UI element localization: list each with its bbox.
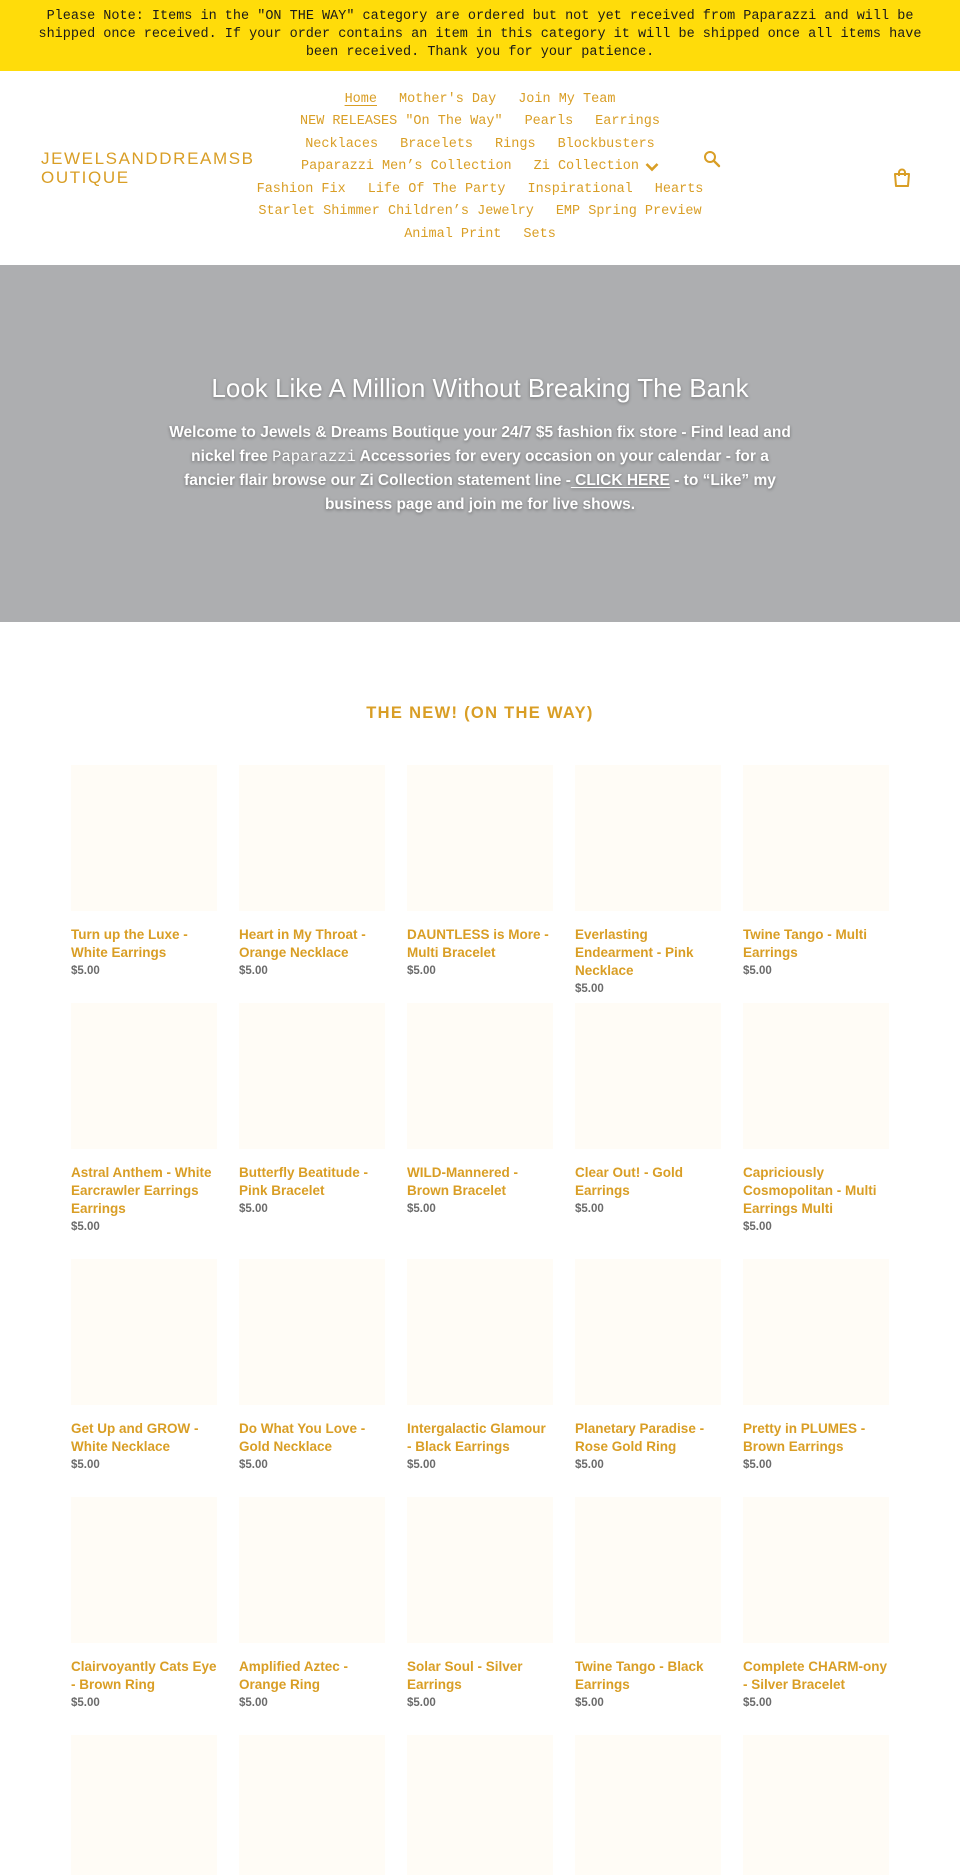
product-image[interactable] — [239, 1497, 385, 1643]
product-title[interactable]: Get Up and GROW - White Necklace — [71, 1421, 199, 1454]
product-price: $5.00 — [71, 1697, 100, 1709]
chevron-down-icon — [645, 162, 659, 172]
product-title[interactable]: Butterfly Beatitude - Pink Bracelet — [239, 1165, 369, 1198]
nav-row — [334, 88, 627, 111]
site-logo[interactable]: JEWELSANDDREAMSBOUTIQUE — [41, 149, 255, 187]
product-card[interactable] — [575, 765, 721, 996]
nav-link[interactable] — [400, 137, 473, 152]
product-price: $5.00 — [743, 1697, 772, 1709]
product-price: $5.00 — [407, 1697, 436, 1709]
product-image[interactable] — [239, 765, 385, 911]
section-title: THE NEW! (ON THE WAY) — [366, 704, 594, 722]
nav-link[interactable] — [558, 137, 655, 152]
product-card[interactable] — [71, 1735, 217, 1875]
product-price: $5.00 — [407, 965, 436, 977]
product-title[interactable]: Complete CHARM-ony - Silver Bracelet — [743, 1659, 887, 1692]
nav-link-label: Hearts — [654, 181, 704, 197]
product-title[interactable]: Solar Soul - Silver Earrings — [407, 1659, 523, 1692]
nav-link[interactable] — [300, 114, 503, 129]
nav-row — [294, 133, 666, 156]
product-image[interactable] — [575, 1259, 721, 1405]
product-card[interactable] — [407, 1003, 553, 1216]
product-price: $5.00 — [407, 1459, 436, 1471]
product-card[interactable] — [71, 1259, 217, 1472]
nav-link-label: Zi Collection — [533, 159, 639, 175]
nav-link-label: Rings — [495, 136, 536, 152]
nav-link-label: Bracelets — [400, 136, 474, 152]
nav-link[interactable] — [257, 182, 346, 197]
nav-link[interactable] — [518, 92, 615, 107]
announcement-text: Please Note: Items in the "ON THE WAY" category are ordered but not yet received from Paparazzi and will be shipped once received. If your order contains an item in this category it will be shipped once all items have been received. Thank you for your patience. — [38, 9, 922, 60]
product-price: $5.00 — [575, 983, 604, 995]
product-card[interactable] — [743, 1259, 889, 1472]
product-image[interactable] — [407, 1497, 553, 1643]
product-card[interactable] — [407, 1735, 553, 1875]
nav-link-label: Life Of The Party — [367, 181, 506, 197]
product-price: $5.00 — [407, 1203, 436, 1215]
nav-link-label: Animal Print — [404, 226, 502, 242]
hero-text-part-2: Accessories for every occasion on your calendar - for a fancier flair browse our Zi Collection statement line - — [184, 447, 769, 489]
product-title[interactable]: Clairvoyantly Cats Eye - Brown Ring — [71, 1659, 217, 1692]
product-card[interactable] — [575, 1003, 721, 1216]
product-price: $5.00 — [239, 1203, 268, 1215]
site-header — [0, 71, 960, 265]
cart-icon[interactable] — [893, 168, 911, 188]
hero-text-part-1: Welcome to Jewels & Dreams Boutique your 24/7 $5 fashion fix store - Find lead and nickel free — [169, 424, 791, 465]
product-card[interactable] — [407, 765, 553, 978]
nav-link-label: Earrings — [595, 114, 660, 130]
product-image[interactable] — [407, 1735, 553, 1875]
product-title[interactable]: Twine Tango - Black Earrings — [575, 1659, 704, 1692]
nav-row — [393, 223, 567, 246]
search-icon[interactable] — [703, 150, 721, 168]
product-image[interactable] — [71, 1735, 217, 1875]
product-image[interactable] — [239, 1735, 385, 1875]
product-title[interactable]: Intergalactic Glamour - Black Earrings — [407, 1421, 546, 1454]
product-price: $5.00 — [575, 1203, 604, 1215]
product-card[interactable] — [743, 1735, 889, 1875]
nav-link[interactable] — [399, 92, 496, 107]
product-image[interactable] — [407, 1259, 553, 1405]
product-image[interactable] — [575, 1497, 721, 1643]
product-title[interactable]: Do What You Love - Gold Necklace — [239, 1421, 366, 1454]
product-card[interactable] — [71, 1003, 217, 1234]
nav-link-label: Blockbusters — [557, 136, 655, 152]
hero-text-part-3: - to “Like” my business page and join me for live shows. — [324, 472, 776, 513]
hero-banner — [0, 265, 960, 622]
product-card[interactable] — [407, 1259, 553, 1472]
nav-link-label: Fashion Fix — [256, 181, 346, 197]
click-here-link[interactable]: CLICK HERE — [570, 472, 670, 489]
product-image[interactable] — [743, 1735, 889, 1875]
product-title[interactable]: Capriciously Cosmopolitan - Multi Earrings Multi — [743, 1165, 877, 1216]
product-price: $5.00 — [71, 1459, 100, 1471]
product-card[interactable] — [239, 1735, 385, 1875]
product-title[interactable]: Everlasting Endearment - Pink Necklace — [575, 927, 694, 978]
nav-link[interactable] — [655, 182, 704, 197]
product-price: $5.00 — [71, 965, 100, 977]
product-title[interactable]: Pretty in PLUMES - Brown Earrings — [743, 1421, 866, 1454]
product-price: $5.00 — [239, 1697, 268, 1709]
nav-link[interactable] — [525, 114, 574, 129]
product-card[interactable] — [239, 1497, 385, 1710]
nav-link-label: EMP Spring Preview — [555, 204, 702, 220]
product-card[interactable] — [743, 1003, 889, 1234]
product-image[interactable] — [743, 1497, 889, 1643]
nav-link[interactable] — [527, 182, 632, 197]
product-image[interactable] — [743, 1003, 889, 1149]
product-card[interactable] — [239, 1003, 385, 1216]
product-image[interactable] — [407, 1003, 553, 1149]
product-title[interactable]: DAUNTLESS is More - Multi Bracelet — [407, 927, 549, 960]
product-card[interactable] — [239, 1259, 385, 1472]
nav-link[interactable] — [595, 114, 660, 129]
product-title[interactable]: Twine Tango - Multi Earrings — [743, 927, 867, 960]
nav-link-label: Necklaces — [305, 136, 379, 152]
nav-link[interactable] — [368, 182, 506, 197]
nav-row — [290, 156, 670, 179]
product-image[interactable] — [743, 765, 889, 911]
nav-link[interactable] — [534, 159, 659, 174]
nav-link[interactable] — [258, 204, 533, 219]
product-card[interactable] — [575, 1497, 721, 1710]
product-image[interactable] — [71, 765, 217, 911]
product-price: $5.00 — [71, 1221, 100, 1233]
nav-row — [247, 201, 712, 224]
nav-link[interactable] — [305, 137, 378, 152]
product-title[interactable]: Clear Out! - Gold Earrings — [575, 1165, 683, 1198]
product-image[interactable] — [575, 765, 721, 911]
product-title[interactable]: Heart in My Throat - Orange Necklace — [239, 927, 366, 960]
product-card[interactable] — [575, 1259, 721, 1472]
product-title[interactable]: Astral Anthem - White Earcrawler Earrings Earrings — [71, 1165, 212, 1216]
product-image[interactable] — [575, 1003, 721, 1149]
product-price: $5.00 — [743, 965, 772, 977]
product-card[interactable] — [407, 1497, 553, 1710]
product-price: $5.00 — [239, 965, 268, 977]
nav-link-label: Sets — [523, 226, 556, 242]
nav-link-label: Pearls — [524, 114, 574, 130]
product-image[interactable] — [575, 1735, 721, 1875]
hero-text-brand: Paparazzi — [272, 447, 356, 466]
product-image[interactable] — [71, 1259, 217, 1405]
product-image[interactable] — [71, 1497, 217, 1643]
nav-link-label: Starlet Shimmer Children’s Jewelry — [258, 204, 534, 220]
nav-link[interactable] — [301, 159, 512, 174]
nav-link-label: Inspirational — [527, 181, 633, 197]
product-title[interactable]: Amplified Aztec - Orange Ring — [239, 1659, 349, 1692]
nav-link-label: Home — [344, 91, 377, 107]
nav-link-label: Mother's Day — [398, 91, 497, 107]
product-image[interactable] — [71, 1003, 217, 1149]
product-image[interactable] — [239, 1259, 385, 1405]
product-image[interactable] — [743, 1259, 889, 1405]
product-price: $5.00 — [575, 1459, 604, 1471]
nav-link-label: Join My Team — [518, 91, 616, 107]
product-card[interactable] — [71, 765, 217, 978]
main-nav — [250, 88, 710, 246]
product-price: $5.00 — [743, 1459, 772, 1471]
product-title[interactable]: WILD-Mannered - Brown Bracelet — [407, 1165, 518, 1198]
product-price: $5.00 — [743, 1221, 772, 1233]
product-image[interactable] — [239, 1003, 385, 1149]
product-card[interactable] — [743, 765, 889, 978]
nav-link[interactable] — [556, 204, 702, 219]
product-card[interactable] — [575, 1735, 721, 1875]
product-title[interactable]: Planetary Paradise - Rose Gold Ring — [575, 1421, 705, 1454]
nav-link[interactable] — [523, 227, 555, 242]
product-price: $5.00 — [575, 1697, 604, 1709]
nav-link[interactable] — [404, 227, 501, 242]
nav-row — [289, 111, 671, 134]
nav-row — [246, 178, 715, 201]
product-card[interactable] — [71, 1497, 217, 1710]
nav-link[interactable] — [345, 92, 377, 107]
product-image[interactable] — [407, 765, 553, 911]
hero-text — [168, 421, 792, 516]
product-title[interactable]: Turn up the Luxe - White Earrings — [71, 927, 188, 960]
nav-link[interactable] — [495, 137, 536, 152]
nav-link-label: NEW RELEASES "On The Way" — [300, 114, 503, 130]
product-price: $5.00 — [239, 1459, 268, 1471]
announcement-bar — [0, 0, 960, 71]
product-card[interactable] — [743, 1497, 889, 1710]
hero-title: Look Like A Million Without Breaking The Bank — [211, 373, 749, 403]
nav-link-label: Paparazzi Men’s Collection — [301, 159, 512, 175]
product-card[interactable] — [239, 765, 385, 978]
